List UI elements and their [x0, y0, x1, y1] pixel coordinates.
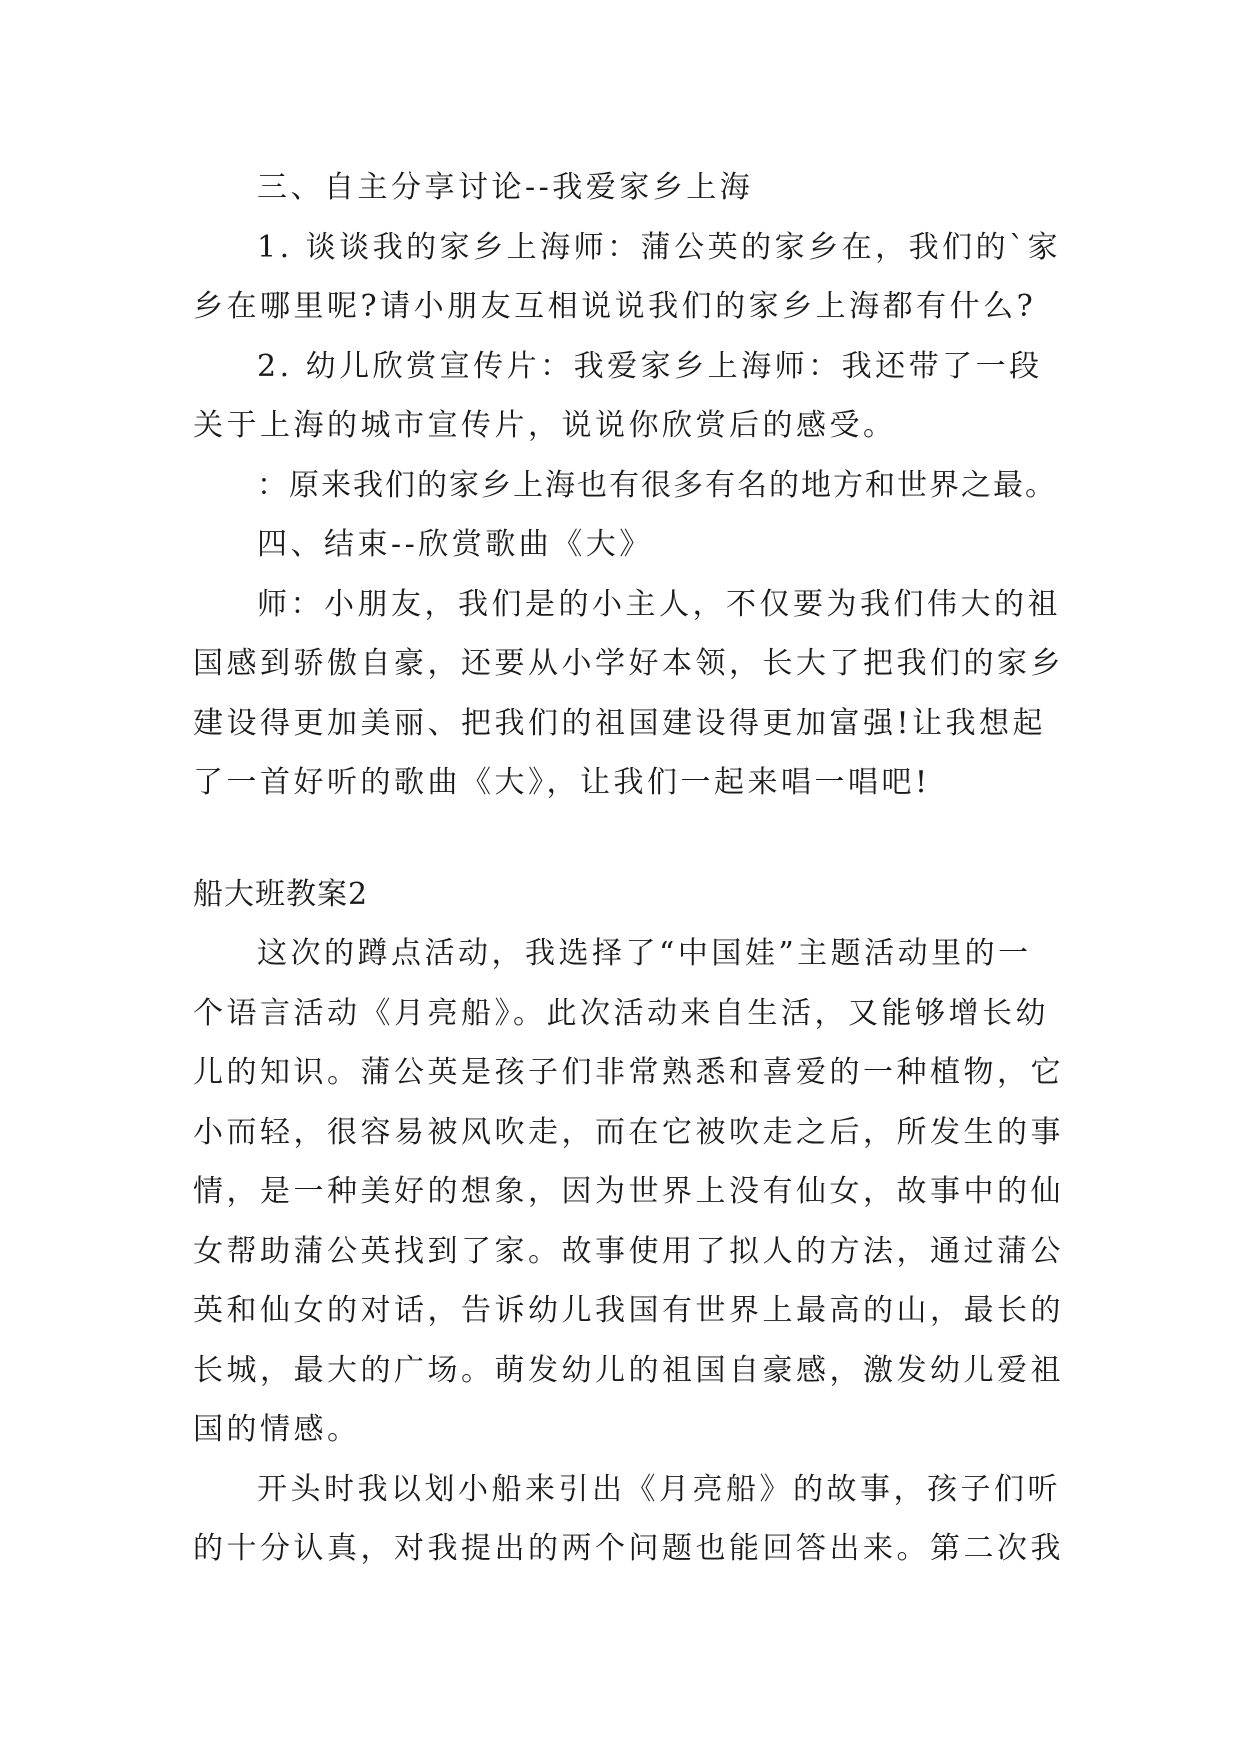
heading-part-three: 三、自主分享讨论--我爱家乡上海: [257, 170, 754, 205]
paragraph-line: 的十分认真，对我提出的两个问题也能回答出来。第二次我: [193, 1531, 1064, 1566]
paragraph-line: 建设得更加美丽、把我们的祖国建设得更加富强!让我想起: [193, 705, 1047, 741]
paragraph-line: 了一首好听的歌曲《大》，让我们一起来唱一唱吧!: [193, 765, 931, 800]
paragraph-line: 国的情感。: [193, 1412, 361, 1447]
section-title: 船大班教案2: [193, 876, 369, 912]
paragraph-line: 女帮助蒲公英找到了家。故事使用了拟人的方法，通过蒲公: [193, 1233, 1064, 1269]
paragraph-line: 儿的知识。蒲公英是孩子们非常熟悉和喜爱的一种植物，它: [193, 1055, 1064, 1090]
document-page: [193, 158, 1073, 1579]
paragraph-line: 情，是一种美好的想象，因为世界上没有仙女，故事中的仙: [193, 1174, 1064, 1209]
paragraph-line: ：原来我们的家乡上海也有很多有名的地方和世界之最。: [257, 467, 1057, 503]
paragraph-line: 1. 谈谈我的家乡上海师：蒲公英的家乡在，我们的`家: [257, 229, 1062, 265]
paragraph-line: 师：小朋友，我们是的小主人，不仅要为我们伟大的祖: [257, 586, 1061, 622]
paragraph-line: 2. 幼儿欣赏宣传片：我爱家乡上海师：我还带了一段: [257, 348, 1043, 384]
heading-part-four: 四、结束--欣赏歌曲《大》: [257, 527, 653, 562]
paragraph-line: 关于上海的城市宣传片，说说你欣赏后的感受。: [193, 408, 897, 443]
paragraph-line: 开头时我以划小船来引出《月亮船》的故事，孩子们听: [257, 1471, 1061, 1507]
paragraph-line: 国感到骄傲自豪，还要从小学好本领，长大了把我们的家乡: [193, 646, 1064, 681]
paragraph-line: 长城，最大的广场。萌发幼儿的祖国自豪感，激发幼儿爱祖: [193, 1352, 1064, 1388]
paragraph-line: 个语言活动《月亮船》。此次活动来自生活，又能够增长幼: [193, 995, 1049, 1031]
paragraph-line: 小而轻，很容易被风吹走，而在它被吹走之后，所发生的事: [193, 1114, 1064, 1150]
paragraph-line: 这次的蹲点活动，我选择了“中国娃”主题活动里的一: [257, 936, 1032, 971]
paragraph-line: 乡在哪里呢?请小朋友互相说说我们的家乡上海都有什么?: [193, 289, 1037, 324]
paragraph-line: 英和仙女的对话，告诉幼儿我国有世界上最高的山，最长的: [193, 1293, 1064, 1328]
